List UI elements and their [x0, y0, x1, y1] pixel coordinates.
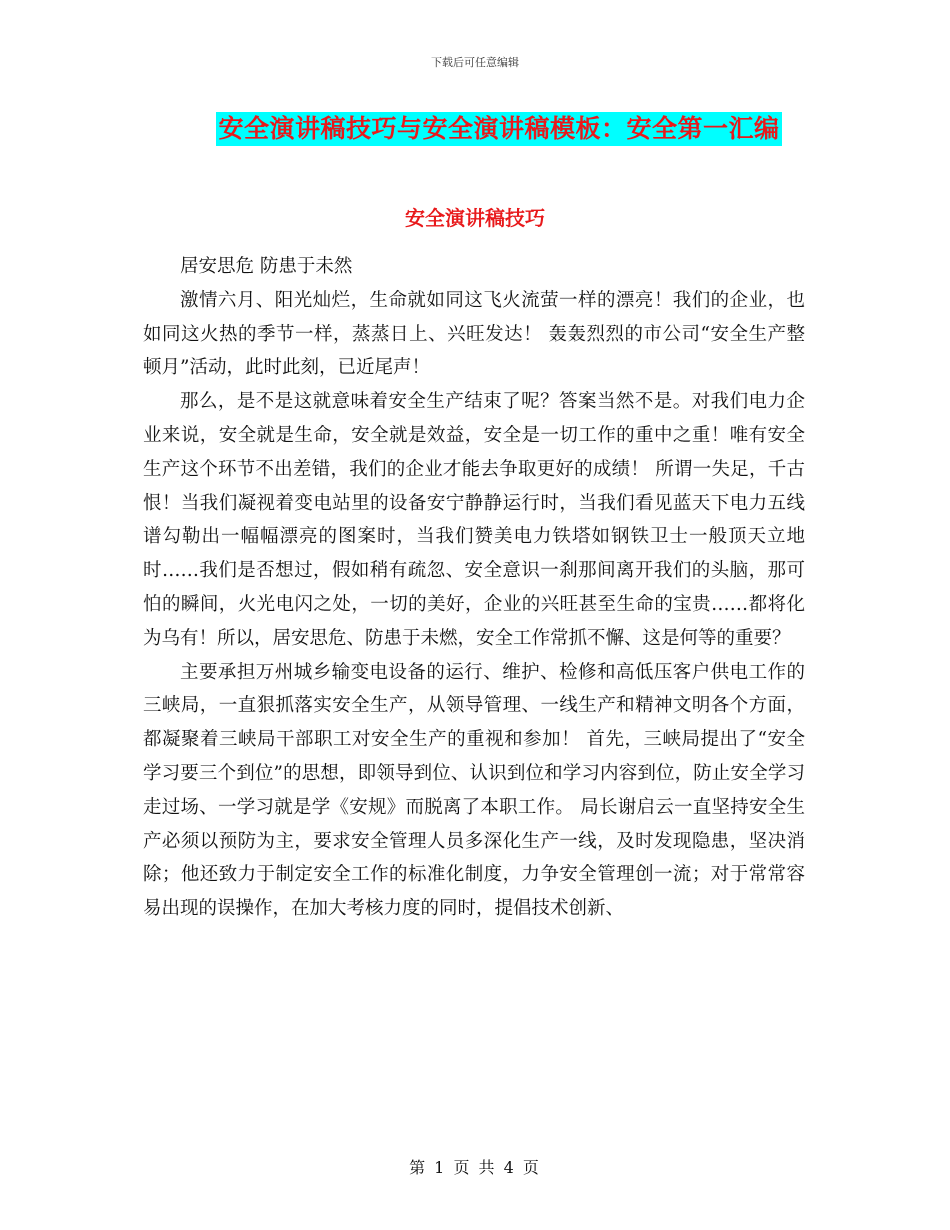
document-title-container: [0, 112, 950, 146]
page-number-footer: 第 1 页 共 4 页: [409, 1158, 541, 1177]
body-paragraph: 那么，是不是这就意味着安全生产结束了呢？答案当然不是。对我们电力企业来说，安全就是生命，安全就是效益，安全是一切工作的重中之重！唯有安全生产这个环节不出差错，我们的企业才能去争取更好的成绩！ 所谓一失足，千古恨！当我们凝视着变电站里的设备安宁静静运行时，当我们看见蓝天下电力五线谱勾勒出一幅幅漂亮的图案时，当我们赞美电力铁塔如钢铁卫士一般顶天立地时……我们是否想过，假如稍有疏忽、安全意识一刹那间离开我们的头脑，那可怕的瞬间，火光电闪之处，一切的美好，企业的兴旺甚至生命的宝贵……都将化为乌有！所以，居安思危、防患于未燃，安全工作常抓不懈、这是何等的重要？: [143, 391, 805, 649]
page-header-note: 下载后可任意编辑: [431, 56, 519, 69]
section-title: 安全演讲稿技巧: [405, 206, 545, 230]
body-paragraph: 主要承担万州城乡输变电设备的运行、维护、检修和高低压客户供电工作的三峡局，一直狠抓落实安全生产，从领导管理、一线生产和精神文明各个方面，都凝聚着三峡局干部职工对安全生产的重视和参加！ 首先，三峡局提出了“安全学习要三个到位”的思想，即领导到位、认识到位和学习内容到位，防止安全学习走过场、一学习就是学《安规》而脱离了本职工作。 局长谢启云一直坚持安全生产必须以预防为主，要求安全管理人员多深化生产一线，及时发现隐患，坚决消除；他还致力于制定安全工作的标准化制度，力争安全管理创一流；对于常常容易出现的误操作，在加大考核力度的同时，提倡技术创新、: [143, 661, 805, 920]
document-title: 安全演讲稿技巧与安全演讲稿模板：安全第一汇编: [216, 112, 781, 146]
body-paragraph: 激情六月、阳光灿烂，生命就如同这飞火流萤一样的漂亮！我们的企业，也如同这火热的季节一样，蒸蒸日上、兴旺发达！ 轰轰烈烈的市公司“安全生产整顿月”活动，此时此刻，已近尾声！: [143, 289, 805, 379]
body-paragraph: 居安思危 防患于未然: [180, 256, 353, 277]
document-body: [143, 250, 805, 926]
